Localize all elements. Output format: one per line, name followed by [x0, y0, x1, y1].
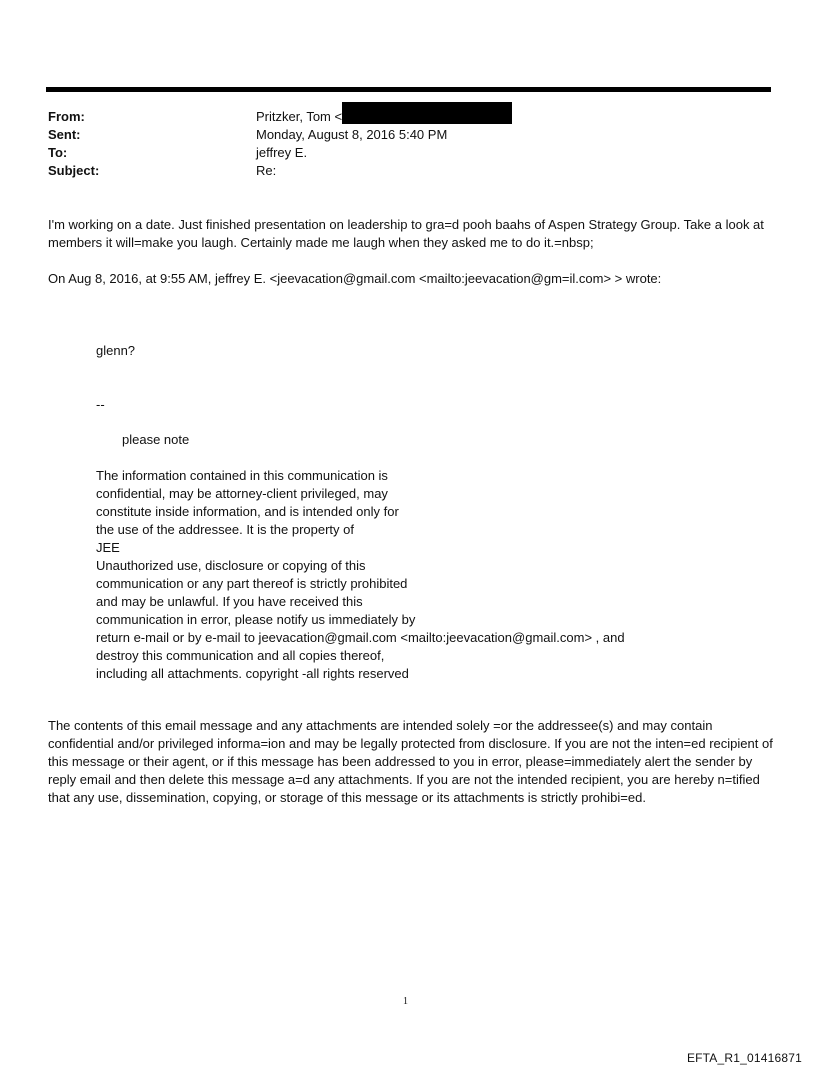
disclaimer-line: constitute inside information, and is intended only for [96, 504, 399, 519]
disclaimer-line: The information contained in this communication is [96, 468, 388, 483]
disclaimer-line: including all attachments. copyright -all rights reserved [96, 666, 409, 681]
legal-disclaimer: The contents of this email message and any attachments are intended solely =or the addressee(s) and may contain confidential and/or privileged informa=ion and may be legally protected from disclosure. If you are not the inten=ed recipient of this message or their agent, or if this message has been addressed to you in error, please=immediately alert the sender by reply email and then delete this message a=d any attachments. If you are not the intended recipient, you are hereby n=tified that any use, dissemination, copying, or storage of this message or its attachments is strictly prohibi=ed. [48, 718, 773, 805]
quoted-disclaimer [96, 467, 696, 683]
sent-value: Monday, August 8, 2016 5:40 PM [256, 127, 448, 142]
subject-label: Subject: [48, 163, 100, 178]
disclaimer-line: JEE [96, 540, 120, 555]
to-label: To: [48, 145, 68, 160]
subject-value: Re: [256, 163, 277, 178]
bates-number: EFTA_R1_01416871 [686, 1051, 802, 1065]
from-value: Pritzker, Tom < [256, 109, 343, 124]
reply-intro: On Aug 8, 2016, at 9:55 AM, jeffrey E. <jeevacation@gmail.com <mailto:jeevacation@gm=il.com> > wrote: [48, 271, 662, 286]
disclaimer-line: the use of the addressee. It is the property of [96, 522, 354, 537]
to-value: jeffrey E. [256, 145, 308, 160]
signature-separator: -- [96, 397, 105, 412]
sent-label: Sent: [48, 127, 81, 142]
disclaimer-line: and may be unlawful. If you have received this [96, 594, 363, 609]
page-number: 1 [403, 996, 408, 1007]
note-heading: please note [122, 432, 190, 447]
message-body: I'm working on a date. Just finished presentation on leadership to gra=d pooh baahs of Aspen Strategy Group. Take a look at members it will=make you laugh. Certainly made me laugh when they asked me to do it.=nbsp; [48, 217, 764, 250]
disclaimer-line: communication or any part thereof is strictly prohibited [96, 576, 408, 591]
header-rule [46, 87, 771, 92]
disclaimer-line: communication in error, please notify us immediately by [96, 612, 416, 627]
disclaimer-line: confidential, may be attorney-client privileged, may [96, 486, 388, 501]
disclaimer-line: destroy this communication and all copies thereof, [96, 648, 385, 663]
quoted-text: glenn? [96, 343, 136, 358]
from-label: From: [48, 109, 85, 124]
disclaimer-line: return e-mail or by e-mail to jeevacation@gmail.com <mailto:jeevacation@gmail.com> , and [96, 630, 625, 645]
disclaimer-line: Unauthorized use, disclosure or copying of this [96, 558, 366, 573]
redaction-box [342, 102, 512, 124]
